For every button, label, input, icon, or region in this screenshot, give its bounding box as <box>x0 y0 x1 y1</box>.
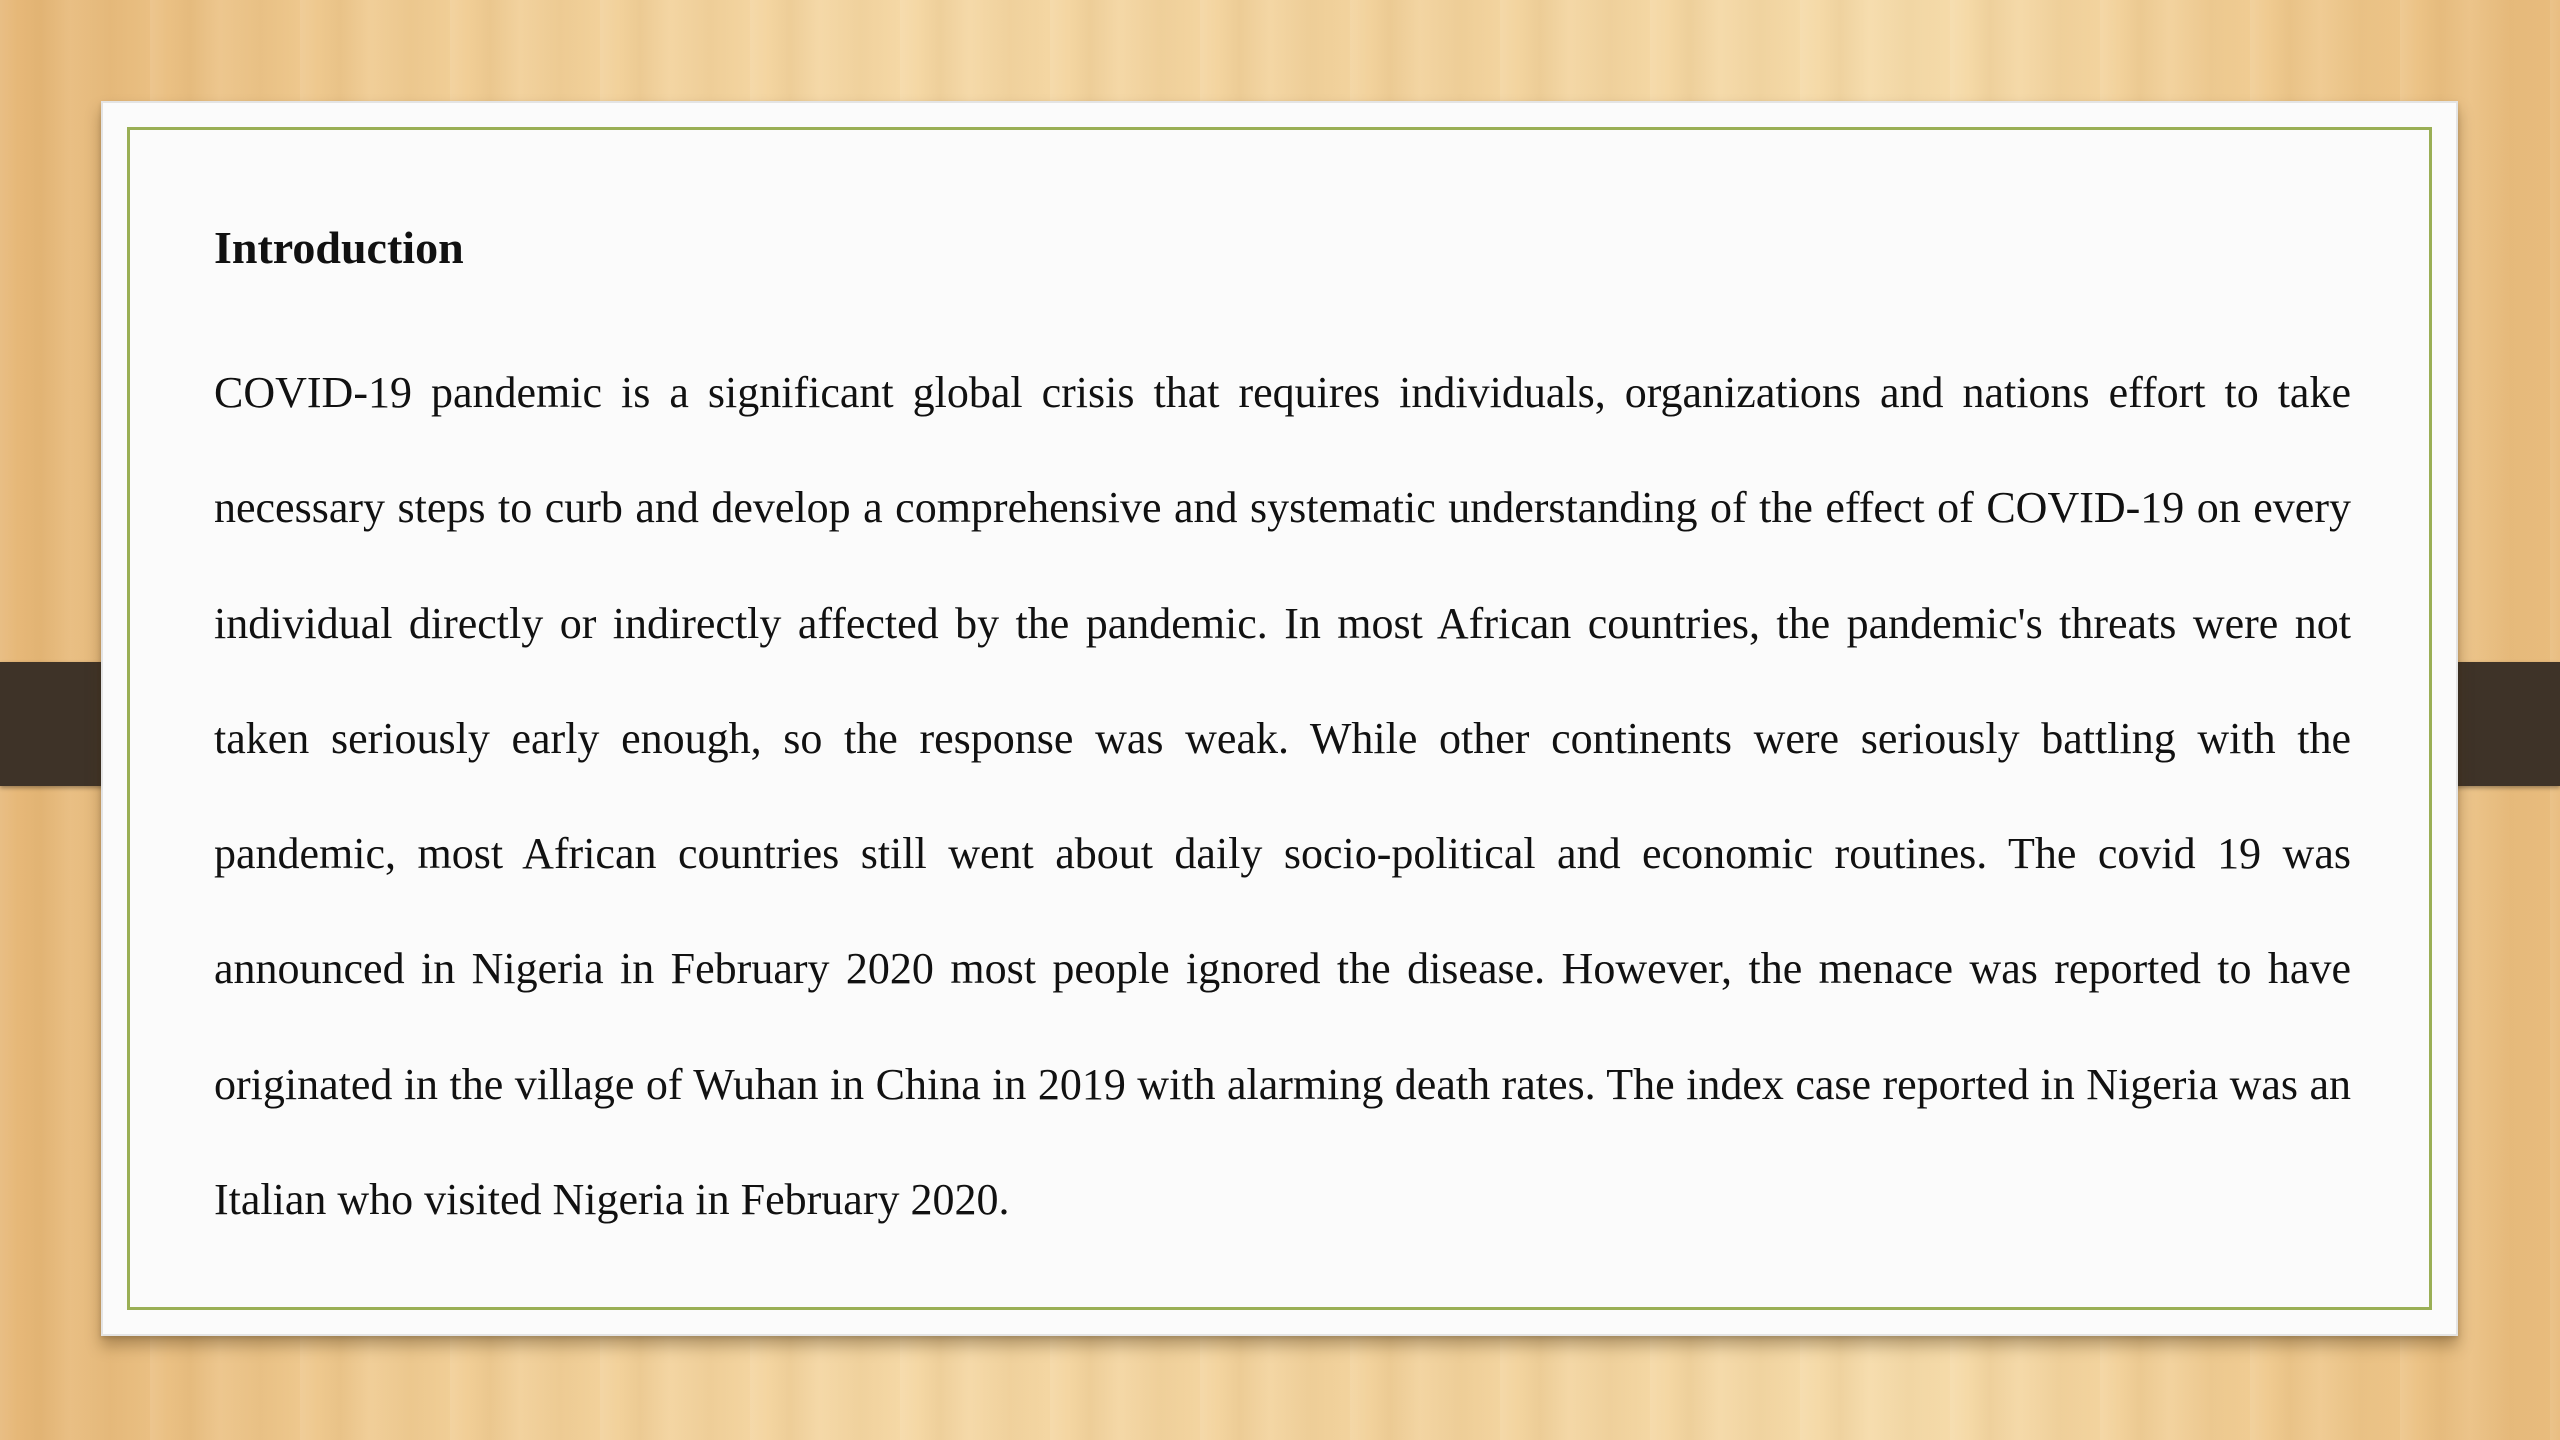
slide-body-paragraph <box>214 335 2351 1257</box>
paragraph-part-1: COVID-19 pandemic is a significant global crisis that requires individuals, organizations and nations effort to take necessary steps to curb and develop a comprehensive and systematic understanding of the effect of COVID-19 on every individual directly or indirectly affected by the pandemic. In most African countries, the pandemic's threats were not taken seriously early enough, so the response was weak. While other continents were seriously battling with the pandemic, most African countries still went about daily socio-political and economic routines. <box>214 368 2351 879</box>
slide-heading: Introduction <box>214 222 464 273</box>
slide-card <box>101 101 2458 1336</box>
paragraph-part-2: The covid 19 was announced in Nigeria in February 2020 most people ignored the disease. However, the menace was reported to have originated in the village of Wuhan in China in 2019 with alarming death rates. The index case reported in Nigeria was an Italian who visited Nigeria in February 2020. <box>214 829 2351 1225</box>
